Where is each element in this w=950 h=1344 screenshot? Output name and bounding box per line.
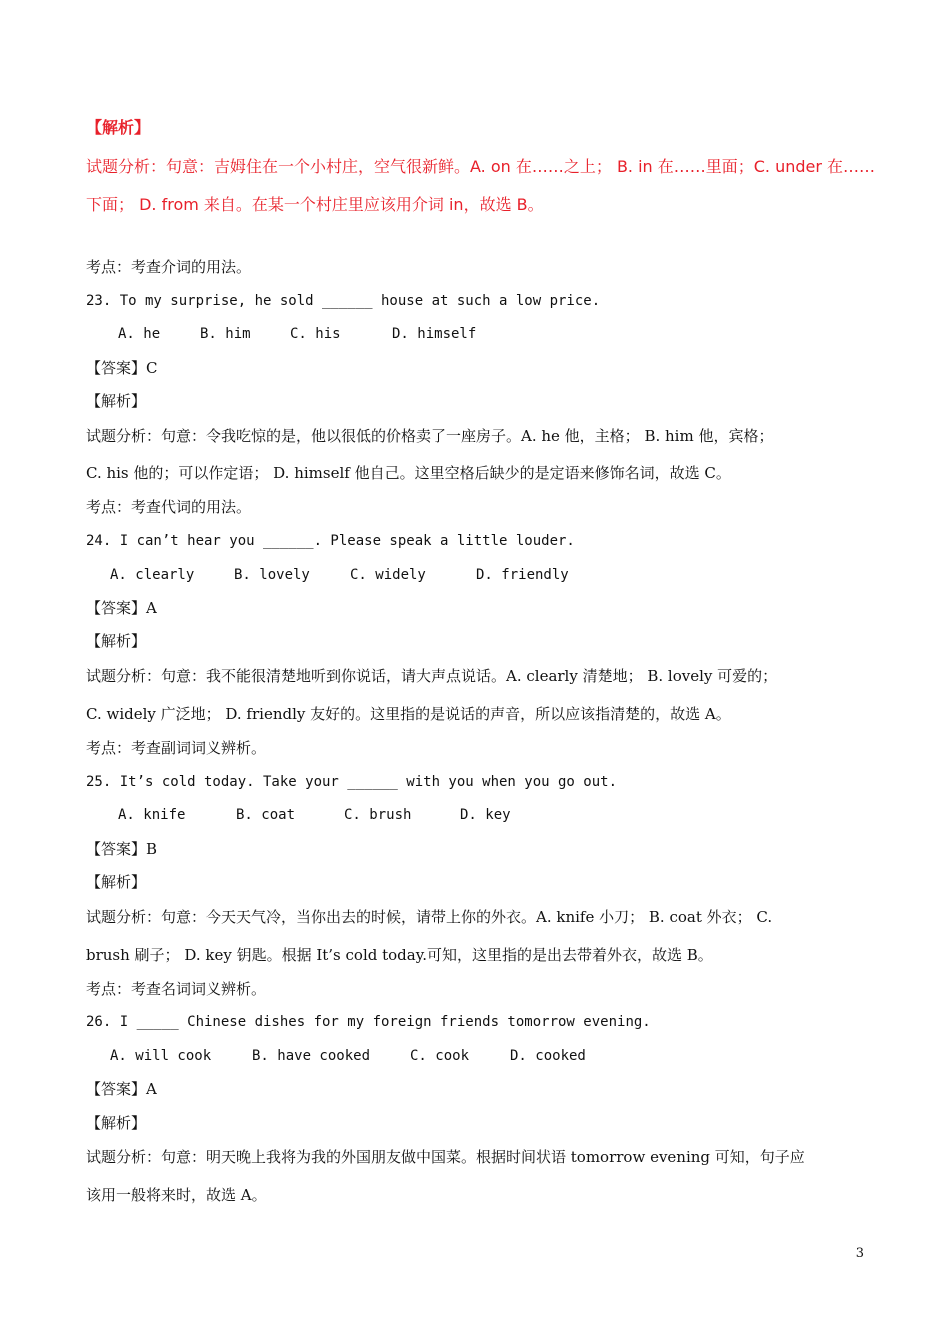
option: B. him bbox=[200, 326, 251, 342]
option: D. himself bbox=[392, 326, 477, 342]
analysis-line-26-1: 试题分析：句意：明天晚上我将为我的外国朋友做中国菜。根据时间状语 tomorrow evening 可知，句子应 bbox=[86, 1148, 805, 1166]
option: C. widely bbox=[350, 567, 426, 583]
analysis-line-25-2: brush 刷子； D. key 钥匙。根据 It’s cold today.可知，这里指的是出去带着外衣，故选 B。 bbox=[86, 946, 713, 964]
question-25-options bbox=[118, 805, 531, 825]
question-24-stem: 24. I can’t hear you ______. Please speak a little louder. bbox=[86, 533, 575, 549]
question-23-stem: 23. To my surprise, he sold ______ house at such a low price. bbox=[86, 293, 601, 309]
option: C. cook bbox=[410, 1048, 470, 1064]
answer-25: 【答案】B bbox=[86, 840, 158, 858]
option: A. knife bbox=[118, 807, 186, 823]
option: B. coat bbox=[236, 807, 296, 823]
analysis-line-23-2: C. his 他的；可以作定语； D. himself 他自己。这里空格后缺少的是定语来修饰名词，故选 C。 bbox=[86, 464, 731, 482]
option: D. key bbox=[460, 807, 511, 823]
page-number: 3 bbox=[855, 1246, 864, 1261]
question-25-stem: 25. It’s cold today. Take your ______ with you when you go out. bbox=[86, 774, 618, 790]
option: A. clearly bbox=[110, 567, 195, 583]
analysis-heading-25: 【解析】 bbox=[86, 873, 147, 891]
analysis-heading-23: 【解析】 bbox=[86, 392, 147, 410]
answer-23: 【答案】C bbox=[86, 359, 158, 377]
option: C. his bbox=[290, 326, 341, 342]
analysis-heading-24: 【解析】 bbox=[86, 632, 147, 650]
analysis-line-26-2: 该用一般将来时，故选 A。 bbox=[86, 1186, 267, 1204]
analysis-line-24-1: 试题分析：句意：我不能很清楚地听到你说话，请大声点说话。A. clearly 清楚地； B. lovely 可爱的； bbox=[86, 667, 778, 685]
analysis-line-22-2: 下面； D. from 来自。在某一个村庄里应该用介词 in，故选 B。 bbox=[86, 195, 544, 214]
question-23-options bbox=[118, 324, 496, 344]
analysis-line-22-1: 试题分析：句意：吉姆住在一个小村庄，空气很新鲜。A. on 在……之上； B. in 在……里面；C. under 在…… bbox=[86, 157, 876, 176]
answer-24: 【答案】A bbox=[86, 599, 157, 617]
exam-point-22: 考点：考查介词的用法。 bbox=[86, 258, 252, 276]
option: D. friendly bbox=[476, 567, 569, 583]
exam-point-24: 考点：考查副词词义辨析。 bbox=[86, 739, 267, 757]
question-26-options bbox=[110, 1046, 606, 1066]
analysis-line-24-2: C. widely 广泛地； D. friendly 友好的。这里指的是说话的声音，所以应该指清楚的，故选 A。 bbox=[86, 705, 731, 723]
option: B. have cooked bbox=[252, 1048, 371, 1064]
question-26-stem: 26. I _____ Chinese dishes for my foreign friends tomorrow evening. bbox=[86, 1014, 651, 1030]
analysis-line-25-1: 试题分析：句意：今天天气冷，当你出去的时候，请带上你的外衣。A. knife 小刀； B. coat 外衣； C. bbox=[86, 908, 773, 926]
question-24-options bbox=[110, 565, 589, 585]
analysis-heading-22: 【解析】 bbox=[86, 118, 151, 137]
option: A. will cook bbox=[110, 1048, 212, 1064]
exam-point-23: 考点：考查代词的用法。 bbox=[86, 498, 252, 516]
exam-point-25: 考点：考查名词词义辨析。 bbox=[86, 980, 267, 998]
option: D. cooked bbox=[510, 1048, 586, 1064]
analysis-line-23-1: 试题分析：句意：令我吃惊的是，他以很低的价格卖了一座房子。A. he 他，主格； B. him 他，宾格； bbox=[86, 427, 774, 445]
option: A. he bbox=[118, 326, 161, 342]
analysis-heading-26: 【解析】 bbox=[86, 1114, 147, 1132]
answer-26: 【答案】A bbox=[86, 1080, 157, 1098]
option: C. brush bbox=[344, 807, 412, 823]
option: B. lovely bbox=[234, 567, 310, 583]
